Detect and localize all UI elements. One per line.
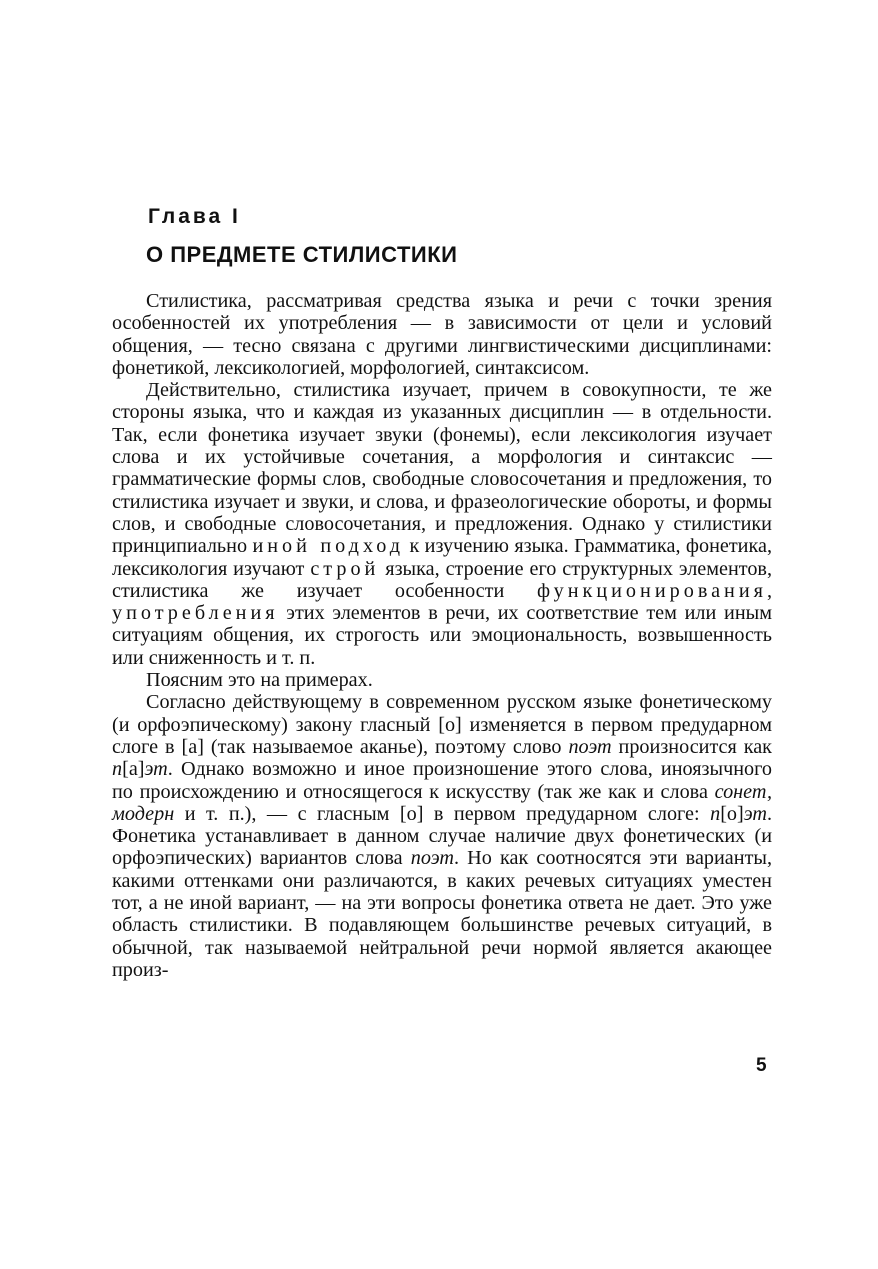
text-run: языка, строение его структурных элементов, стилистика же изучает особенности [112,557,772,602]
body-text [112,290,772,981]
emphasized-term: употребления [112,602,279,625]
italic-term: п [112,758,123,781]
text-run: Поясним это на примерах. [146,669,373,692]
italic-term: п [710,802,721,825]
text-run: этих элементов в речи, их соответствие тем или иным ситуациям общения, их строгость или эмоциональность, возвышенность или сниженность и т. п. [112,602,772,669]
text-run: Действительно, стилистика изучает, причем в совокупности, те же стороны языка, что и каждая из указанных дисциплин — в отдельности. Так, если фонетика изучает звуки (фонемы), если лексикология изучает слова и их устойчивые сочетания, а морфология и синтаксис — грамматические формы слов, свободные словосочетания и предложения, то стилистика изучает и звуки, и слова, и фразеологические обороты, и формы слов, и свободные словосочетания, и предложения. Однако у стилистики принципиально [112,379,772,558]
paragraph [112,691,772,981]
chapter-label: Глава I [148,205,241,228]
chapter-title: О ПРЕДМЕТЕ СТИЛИСТИКИ [146,242,458,267]
text-run: . Фонетика устанавливает в данном случае наличие двух фонетических (и орфоэпических) вариантов слова [112,802,772,870]
italic-term: поэт [568,735,612,758]
text-run: , [766,579,772,602]
paragraph [112,290,772,379]
emphasized-term: функционирования [537,579,767,602]
emphasized-term: строй [310,557,380,580]
text-run: . Однако возможно и иное произношение этого слова, иноязычного по происхождению и относящегося к искусству (так же как и слова [112,758,772,803]
text-run: . Но как соотносятся эти варианты, какими оттенками они различаются, в каких речевых ситуациях уместен тот, а не иной вариант, — на эти вопросы фонетика ответа не дает. Это уже область стилистики. В подавляющем большинстве речевых ситуаций, в обычной, так называемой нейтральной речи нормой является акающее произ- [112,847,773,981]
page-number: 5 [756,1055,767,1076]
paragraph [112,379,772,669]
text-run: к изучению языка. Грамматика, фонетика, лексикология изучают [112,535,772,580]
italic-term: эт [743,802,767,825]
paragraph [112,669,772,691]
italic-term: поэт [410,847,454,870]
text-run: произносится как [611,735,772,758]
emphasized-term: иной подход [252,535,405,558]
text-run: и т. п.), — с гласным [о] в первом предударном слоге: [174,802,711,825]
text-run: Стилистика, рассматривая средства языка и речи с точки зрения особенностей их употребления — в зависимости от цели и условий общения, — тесно связана с другими лингвистическими дисциплинами: фонетикой, лексикологией, морфологией, синтаксисом. [112,290,772,379]
italic-term: эт [144,758,168,781]
text-run: Согласно действующему в современном русском языке фонетическому (и орфоэпическому) закону гласный [о] изменяется в первом предударном слоге в [а] (так называемое аканье), поэтому слово [112,691,772,758]
text-run: [о] [720,802,744,825]
text-run: [а] [122,758,145,781]
italic-term: сонет, модерн [112,780,772,825]
